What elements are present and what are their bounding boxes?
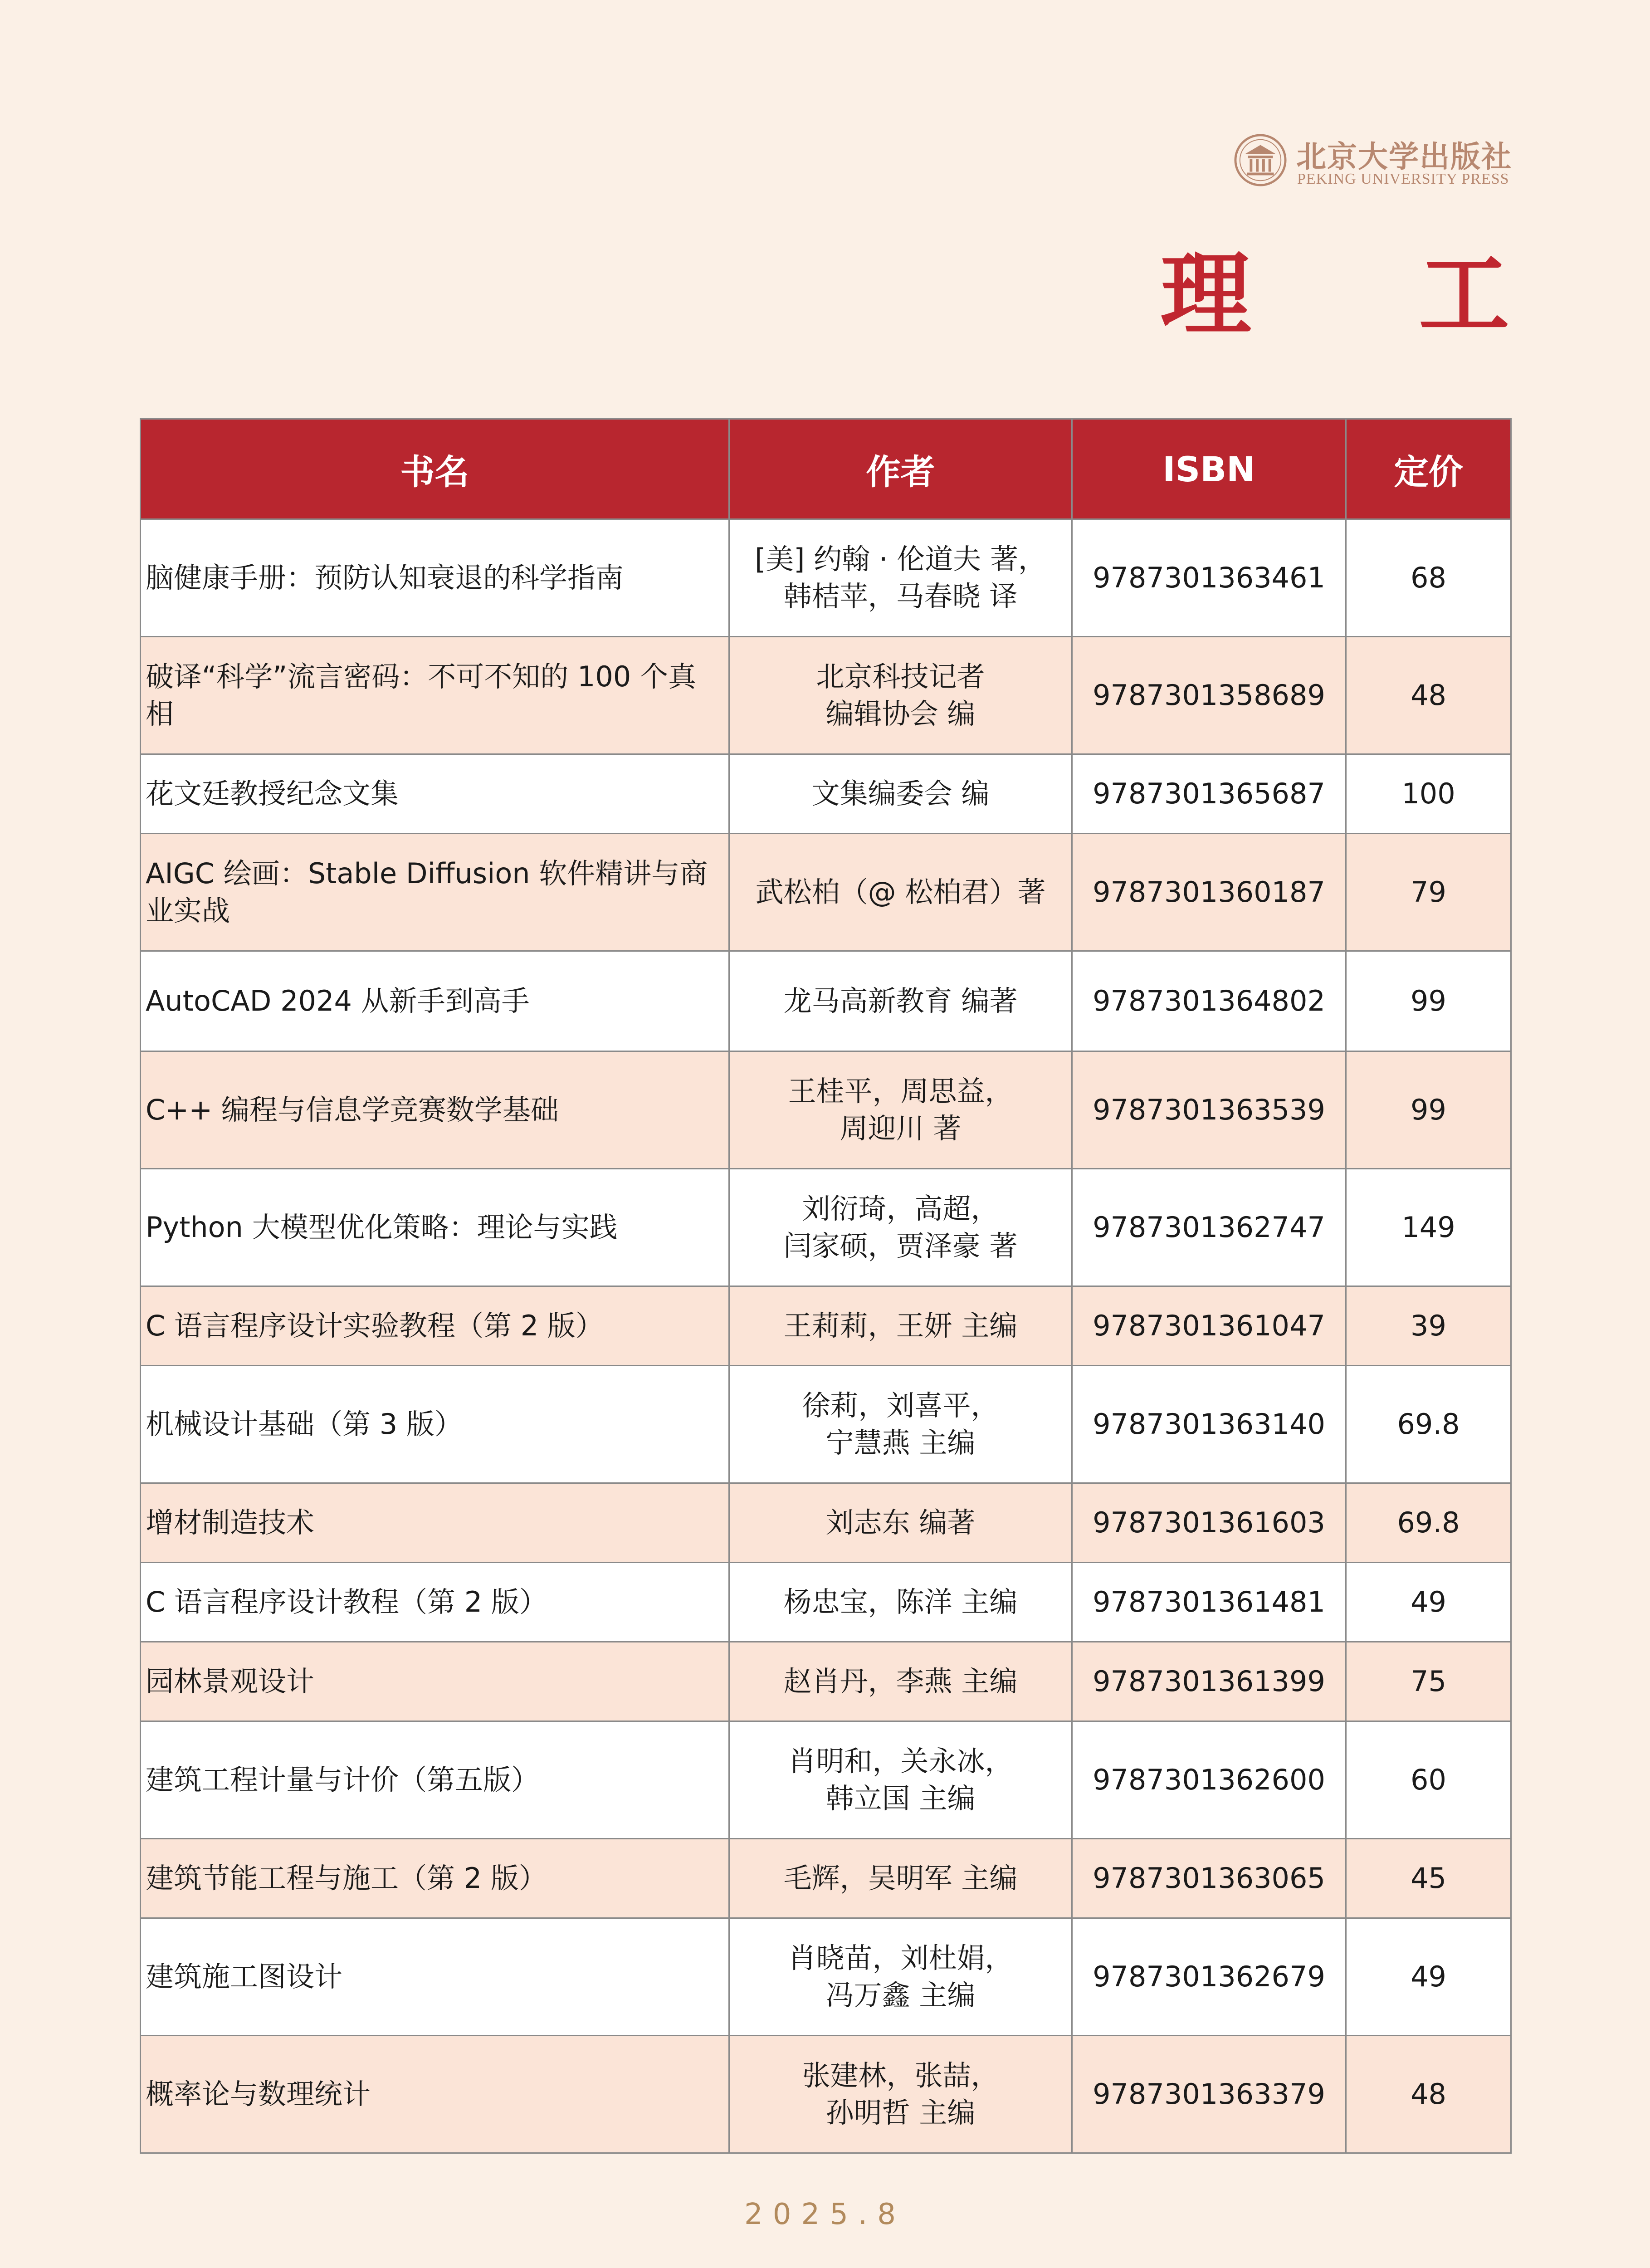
table-row	[141, 1366, 1511, 1483]
book-isbn: 9787301360187	[1072, 834, 1346, 951]
book-author	[729, 754, 1072, 834]
publisher-logo	[1234, 132, 1510, 191]
author-line: 闫家硕，贾泽豪 著	[783, 1229, 1018, 1262]
book-table	[140, 418, 1512, 2154]
table-row	[141, 754, 1511, 834]
book-title: 花文廷教授纪念文集	[141, 754, 729, 834]
book-title: 园林景观设计	[141, 1642, 729, 1721]
book-isbn: 9787301361399	[1072, 1642, 1346, 1721]
table-row	[141, 1483, 1511, 1563]
header-price: 定价	[1346, 419, 1511, 519]
book-title: 建筑节能工程与施工（第 2 版）	[141, 1839, 729, 1918]
book-author	[729, 1918, 1072, 2036]
table-row	[141, 1169, 1511, 1286]
table-row	[141, 834, 1511, 951]
book-title: 增材制造技术	[141, 1483, 729, 1563]
book-isbn: 9787301363379	[1072, 2036, 1346, 2153]
table-row	[141, 1051, 1511, 1169]
author-line: 孙明哲 主编	[825, 2096, 976, 2129]
book-title: 破译“科学”流言密码：不可不知的 100 个真相	[141, 637, 729, 754]
book-price: 149	[1346, 1169, 1511, 1286]
book-author	[729, 1051, 1072, 1169]
book-price: 45	[1346, 1839, 1511, 1918]
book-isbn: 9787301362747	[1072, 1169, 1346, 1286]
book-title: AutoCAD 2024 从新手到高手	[141, 951, 729, 1051]
book-price: 48	[1346, 2036, 1511, 2153]
table-row	[141, 1286, 1511, 1366]
author-line: 张建林，张喆，	[802, 2059, 999, 2092]
book-title: 建筑施工图设计	[141, 1918, 729, 2036]
author-line: 冯万鑫 主编	[825, 1979, 976, 2012]
author-line: 北京科技记者	[816, 660, 985, 693]
table-row	[141, 1839, 1511, 1918]
author-line: [美] 约翰 · 伦道夫 著，	[755, 543, 1046, 576]
book-price: 100	[1346, 754, 1511, 834]
table-row	[141, 637, 1511, 754]
footer-date: 2025.8	[744, 2198, 906, 2231]
section-title: 理 工	[1160, 241, 1577, 348]
book-isbn: 9787301358689	[1072, 637, 1346, 754]
book-price: 79	[1346, 834, 1511, 951]
publisher-name-en: PEKING UNIVERSITY PRESS	[1297, 171, 1509, 187]
book-isbn: 9787301363065	[1072, 1839, 1346, 1918]
table-row	[141, 2036, 1511, 2153]
author-line: 刘志东 编著	[825, 1506, 976, 1539]
book-price: 69.8	[1346, 1366, 1511, 1483]
author-line: 武松柏（@ 松柏君）著	[755, 875, 1046, 909]
book-author	[729, 2036, 1072, 2153]
book-title: 脑健康手册：预防认知衰退的科学指南	[141, 519, 729, 637]
author-line: 肖晓苗，刘杜娟，	[788, 1941, 1013, 1975]
book-isbn: 9787301363140	[1072, 1366, 1346, 1483]
book-title: AIGC 绘画：Stable Diffusion 软件精讲与商业实战	[141, 834, 729, 951]
table-row	[141, 519, 1511, 637]
author-line: 徐莉，刘喜平，	[802, 1389, 999, 1422]
author-line: 赵肖丹，李燕 主编	[783, 1665, 1018, 1698]
book-price: 49	[1346, 1918, 1511, 2036]
author-line: 周迎川 著	[840, 1112, 962, 1145]
author-line: 龙马高新教育 编著	[783, 984, 1018, 1017]
author-line: 杨忠宝，陈洋 主编	[783, 1585, 1018, 1618]
book-price: 75	[1346, 1642, 1511, 1721]
table-row	[141, 1563, 1511, 1642]
book-price: 49	[1346, 1563, 1511, 1642]
author-line: 毛辉，吴明军 主编	[783, 1862, 1018, 1895]
author-line: 宁慧燕 主编	[825, 1426, 976, 1459]
author-line: 王桂平，周思益，	[788, 1075, 1013, 1108]
book-isbn: 9787301364802	[1072, 951, 1346, 1051]
author-line: 肖明和，关永冰，	[788, 1745, 1013, 1778]
book-author	[729, 637, 1072, 754]
table-row	[141, 1918, 1511, 2036]
book-price: 99	[1346, 1051, 1511, 1169]
book-author	[729, 834, 1072, 951]
author-line: 韩立国 主编	[825, 1782, 976, 1815]
author-line: 刘衍琦，高超，	[802, 1192, 999, 1225]
header-title: 书名	[141, 419, 729, 519]
publisher-name: 北京大学出版社	[1296, 139, 1512, 174]
book-price: 68	[1346, 519, 1511, 637]
header-isbn: ISBN	[1072, 419, 1346, 519]
book-title: C 语言程序设计实验教程（第 2 版）	[141, 1286, 729, 1366]
book-author	[729, 951, 1072, 1051]
book-price: 60	[1346, 1721, 1511, 1839]
book-author	[729, 1169, 1072, 1286]
book-price: 39	[1346, 1286, 1511, 1366]
table-row	[141, 1721, 1511, 1839]
author-line: 王莉莉，王妍 主编	[783, 1309, 1018, 1342]
book-title: C 语言程序设计教程（第 2 版）	[141, 1563, 729, 1642]
book-isbn: 9787301363539	[1072, 1051, 1346, 1169]
table-row	[141, 1642, 1511, 1721]
book-title: Python 大模型优化策略：理论与实践	[141, 1169, 729, 1286]
book-price: 99	[1346, 951, 1511, 1051]
book-author	[729, 1286, 1072, 1366]
book-isbn: 9787301362600	[1072, 1721, 1346, 1839]
header-author: 作者	[729, 419, 1072, 519]
book-isbn: 9787301361481	[1072, 1563, 1346, 1642]
book-title: C++ 编程与信息学竞赛数学基础	[141, 1051, 729, 1169]
table-header-row	[141, 419, 1511, 519]
table-row	[141, 951, 1511, 1051]
university-seal-icon	[1234, 133, 1287, 187]
book-author	[729, 1642, 1072, 1721]
book-author	[729, 1721, 1072, 1839]
book-author	[729, 519, 1072, 637]
book-title: 机械设计基础（第 3 版）	[141, 1366, 729, 1483]
book-isbn: 9787301361047	[1072, 1286, 1346, 1366]
book-price: 69.8	[1346, 1483, 1511, 1563]
author-line: 编辑协会 编	[825, 697, 976, 730]
book-author	[729, 1366, 1072, 1483]
book-isbn: 9787301365687	[1072, 754, 1346, 834]
book-isbn: 9787301362679	[1072, 1918, 1346, 2036]
author-line: 韩桔苹，马春晓 译	[783, 580, 1018, 613]
book-author	[729, 1563, 1072, 1642]
book-isbn: 9787301361603	[1072, 1483, 1346, 1563]
book-title: 概率论与数理统计	[141, 2036, 729, 2153]
book-author	[729, 1839, 1072, 1918]
book-isbn: 9787301363461	[1072, 519, 1346, 637]
author-line: 文集编委会 编	[811, 777, 990, 810]
book-author	[729, 1483, 1072, 1563]
book-title: 建筑工程计量与计价（第五版）	[141, 1721, 729, 1839]
book-price: 48	[1346, 637, 1511, 754]
